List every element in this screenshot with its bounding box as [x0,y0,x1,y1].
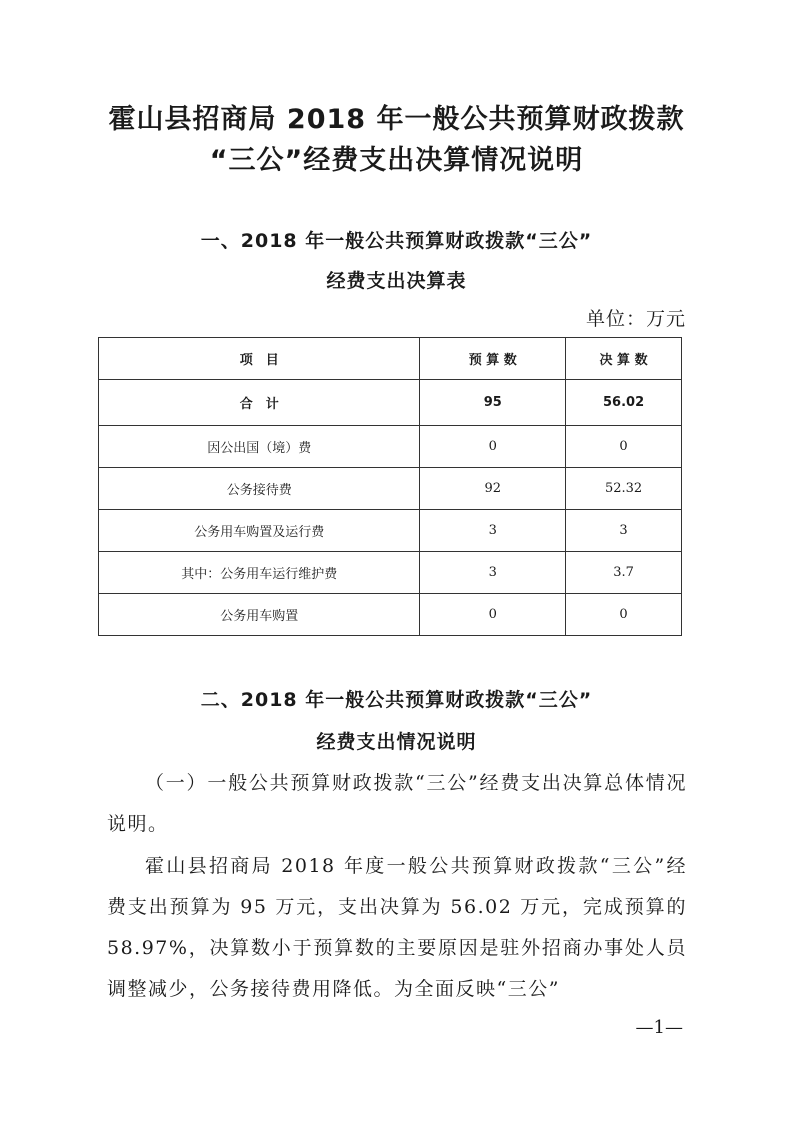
cell-budget: 3 [420,552,566,594]
table-header-row [99,338,682,380]
header-item: 项 目 [99,338,420,380]
section1-heading-line2: 经费支出决算表 [326,270,467,292]
section1-heading-line1: 一、2018 年一般公共预算财政拨款“三公” [200,230,593,252]
cell-final: 0 [566,426,682,468]
paragraph-overview-heading: （一）一般公共预算财政拨款“三公”经费支出决算总体情况说明。 [107,772,687,835]
header-budget: 预 算 数 [420,338,566,380]
paragraph-overview-body: 霍山县招商局 2018 年度一般公共预算财政拨款“三公”经费支出预算为 95 万元，支出决算为 56.02 万元，完成预算的 58.97%，决算数小于预算数的主要原因是驻外招商办事处人员调整减少，公务接待费用降低。为全面反映“三公” [107,855,687,1000]
page-number: —1— [635,1017,683,1038]
document-title-line1: 霍山县招商局 2018 年一般公共预算财政拨款 [108,104,685,135]
expenditure-table [98,337,682,636]
cell-final: 52.32 [566,468,682,510]
cell-item: 因公出国（境）费 [99,426,420,468]
cell-item: 其中：公务用车运行维护费 [99,552,420,594]
table-row-total [99,380,682,426]
section2-heading-line1: 二、2018 年一般公共预算财政拨款“三公” [200,689,593,711]
cell-budget: 95 [420,380,566,426]
section2-heading-line2: 经费支出情况说明 [316,731,477,753]
cell-item: 公务用车购置及运行费 [99,510,420,552]
table-row [99,468,682,510]
table-row [99,510,682,552]
cell-final: 3 [566,510,682,552]
unit-label: 单位：万元 [585,308,686,330]
cell-item: 公务接待费 [99,468,420,510]
cell-budget: 92 [420,468,566,510]
cell-item: 公务用车购置 [99,594,420,636]
cell-budget: 0 [420,426,566,468]
cell-final: 56.02 [566,380,682,426]
header-final: 决 算 数 [566,338,682,380]
cell-budget: 0 [420,594,566,636]
table-row [99,552,682,594]
table-row [99,426,682,468]
cell-budget: 3 [420,510,566,552]
cell-item: 合 计 [99,380,420,426]
document-title-line2: “三公”经费支出决算情况说明 [209,145,584,176]
table-row [99,594,682,636]
cell-final: 3.7 [566,552,682,594]
cell-final: 0 [566,594,682,636]
